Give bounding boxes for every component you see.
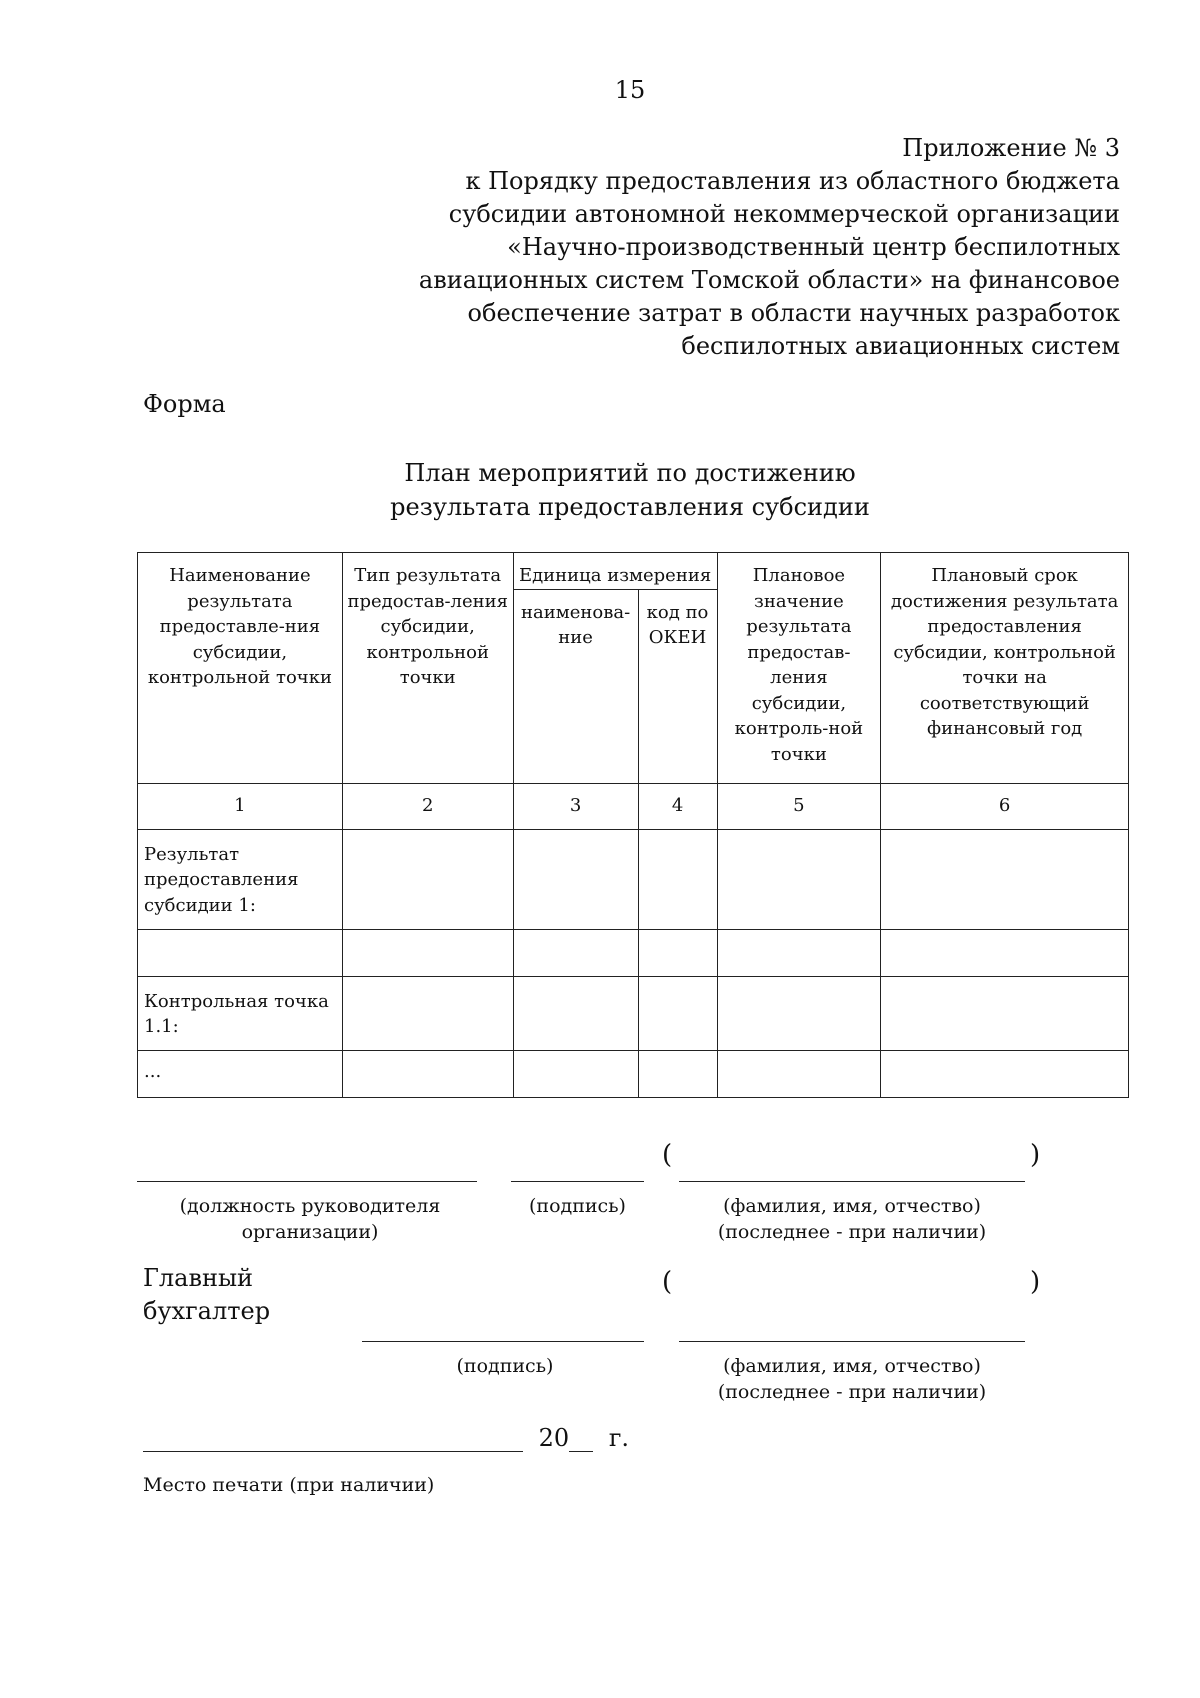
chief-signature-line[interactable] — [362, 1341, 644, 1342]
table-cell — [638, 929, 717, 976]
appendix-line: авиационных систем Томской области» на финансовое — [418, 266, 1120, 294]
title-line: План мероприятий по достижению — [404, 459, 856, 487]
table-row — [138, 976, 1129, 1050]
column-number: 5 — [717, 783, 881, 829]
appendix-line: беспилотных авиационных систем — [681, 332, 1120, 360]
title-line: результата предоставления субсидии — [390, 493, 870, 521]
plan-table — [137, 552, 1129, 1098]
open-paren: ( — [662, 1267, 673, 1297]
table-cell — [513, 976, 638, 1050]
fio-caption-line: (фамилия, имя, отчество) — [723, 1355, 981, 1377]
fio-caption — [679, 1194, 1025, 1245]
fio-caption-line: (последнее - при наличии) — [717, 1220, 987, 1243]
head-position-line[interactable] — [137, 1181, 477, 1182]
table-cell — [513, 829, 638, 929]
table-cell — [638, 829, 717, 929]
column-number: 2 — [342, 783, 513, 829]
appendix-line: субсидии автономной некоммерческой организации — [448, 200, 1120, 228]
date-year-prefix: 20 — [538, 1424, 570, 1452]
close-paren: ) — [1030, 1140, 1041, 1170]
header-unit-name: наименова-ние — [513, 589, 638, 783]
table-cell — [342, 829, 513, 929]
signature-caption: (подпись) — [456, 1355, 554, 1377]
signature-caption: (подпись) — [529, 1195, 626, 1217]
header-planned-date: Плановый срок достижения результата предоставления субсидии, контрольной точки на соответствующий финансовый год — [881, 553, 1129, 784]
table-cell — [717, 829, 881, 929]
head-signature-line[interactable] — [511, 1181, 644, 1182]
header-planned-value: Плановое значение результата предостав-ления субсидии, контроль-ной точки — [717, 553, 881, 784]
fio-caption — [679, 1354, 1025, 1405]
header-result-type: Тип результата предостав-ления субсидии, контрольной точки — [342, 553, 513, 784]
row-label: Результат предоставления субсидии 1: — [138, 829, 343, 929]
row-label: ... — [138, 1050, 343, 1097]
date-suffix: г. — [608, 1424, 630, 1452]
table-cell — [513, 1050, 638, 1097]
table-cell — [881, 829, 1129, 929]
table-cell — [881, 929, 1129, 976]
head-fio-line[interactable] — [679, 1181, 1025, 1182]
head-position-caption: (должность руководителя организации) — [179, 1195, 441, 1243]
header-unit-group: Единица измерения — [513, 553, 717, 590]
column-number: 1 — [138, 783, 343, 829]
chief-accountant-line: Главный — [143, 1264, 254, 1292]
chief-fio-line[interactable] — [679, 1341, 1025, 1342]
appendix-line: к Порядку предоставления из областного бюджета — [465, 167, 1120, 195]
appendix-line: «Научно-производственный центр беспилотных — [507, 233, 1120, 261]
column-number-row — [138, 783, 1129, 829]
row-label — [138, 929, 343, 976]
fio-caption-line: (фамилия, имя, отчество) — [723, 1195, 981, 1217]
column-number: 3 — [513, 783, 638, 829]
row-label: Контрольная точка 1.1: — [138, 976, 343, 1050]
appendix-line: обеспечение затрат в области научных разработок — [467, 299, 1120, 327]
column-number: 4 — [638, 783, 717, 829]
page-number: 15 — [614, 76, 646, 104]
appendix-header — [400, 132, 1120, 363]
table-cell — [638, 976, 717, 1050]
appendix-line: Приложение № 3 — [902, 134, 1120, 162]
table-cell — [342, 976, 513, 1050]
table-cell — [717, 1050, 881, 1097]
date-year-blank[interactable] — [569, 1429, 593, 1452]
open-paren: ( — [662, 1140, 673, 1170]
close-paren: ) — [1030, 1267, 1041, 1297]
form-label: Форма — [143, 390, 226, 418]
stamp-note: Место печати (при наличии) — [143, 1474, 435, 1496]
date-row — [143, 1424, 629, 1452]
chief-accountant-line: бухгалтер — [143, 1297, 271, 1325]
header-okei-code: код по ОКЕИ — [638, 589, 717, 783]
header-result-name: Наименование результата предоставле-ния субсидии, контрольной точки — [138, 553, 343, 784]
column-number: 6 — [881, 783, 1129, 829]
table-cell — [342, 929, 513, 976]
fio-caption-line: (последнее - при наличии) — [717, 1380, 987, 1403]
table-row — [138, 1050, 1129, 1097]
document-title — [0, 456, 1200, 524]
table-cell — [638, 1050, 717, 1097]
date-day-month-line[interactable] — [143, 1429, 523, 1452]
table-row — [138, 829, 1129, 929]
table-cell — [513, 929, 638, 976]
chief-accountant-label — [143, 1262, 270, 1328]
table-cell — [717, 929, 881, 976]
table-cell — [881, 1050, 1129, 1097]
table-cell — [342, 1050, 513, 1097]
table-row — [138, 929, 1129, 976]
table-cell — [881, 976, 1129, 1050]
table-cell — [717, 976, 881, 1050]
